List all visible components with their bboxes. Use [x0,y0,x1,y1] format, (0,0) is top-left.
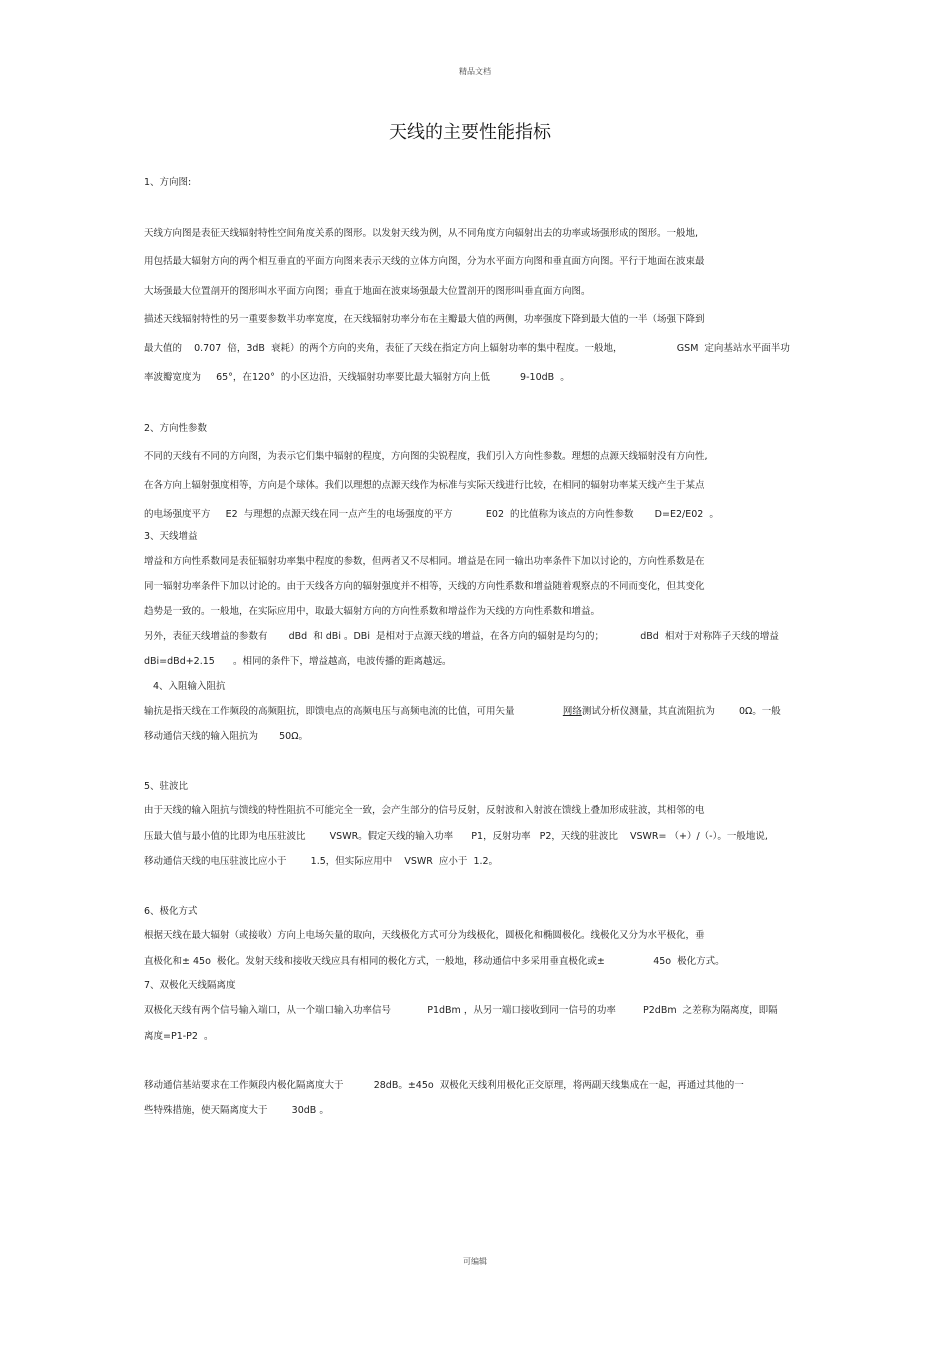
section-1-line-5: 最大值的 0.707 倍，3dB 衰耗）的两个方向的夹角，表征了天线在指定方向上辐射功率的集中程度。一般地， GSM 定向基站水平面半功 [144,343,790,354]
section-1-line-6: 率波瓣宽度为 65°，在120° 的小区边沿，天线辐射功率要比最大辐射方向上低 9-10dB 。 [144,372,570,383]
document-title: 天线的主要性能指标 [389,122,551,143]
section-3-line-3: 趋势是一致的。一般地，在实际应用中，取最大辐射方向的方向性系数和增益作为天线的方向性系数和增益。 [144,606,601,617]
section-7-line-3: 移动通信基站要求在工作频段内极化隔离度大于 28dB。±45o 双极化天线利用极化正交原理，将两副天线集成在一起，再通过其他的一 [144,1080,744,1091]
section-7-line-2: 离度=P1-P2 。 [144,1031,214,1042]
section-3-line-5: dBi=dBd+2.15 。相同的条件下，增益越高，电波传播的距离越远。 [144,656,452,667]
section-3-line-4: 另外，表征天线增益的参数有 dBd 和 dBi 。DBi 是相对于点源天线的增益，在各方向的辐射是均匀的； dBd 相对于对称阵子天线的增益 [144,631,779,642]
section-7-heading: 7、双极化天线隔离度 [144,980,236,991]
section-6-line-1: 根据天线在最大辐射（或接收）方向上电场矢量的取向，天线极化方式可分为线极化，圆极化和椭圆极化。线极化又分为水平极化，垂 [144,930,705,941]
section-3-heading: 3、天线增益 [144,531,198,542]
section-7-line-1: 双极化天线有两个信号输入端口，从一个端口输入功率信号 P1dBm ，从另一端口接收到同一信号的功率 P2dBm 之差称为隔离度，即隔 [144,1005,778,1016]
section-3-line-1: 增益和方向性系数同是表征辐射功率集中程度的参数，但两者又不尽相同。增益是在同一输出功率条件下加以讨论的，方向性系数是在 [144,556,705,567]
section-4-line-1-tail: 测试分析仪测量，其直流阻抗为 0Ω。一般 [581,706,781,717]
section-1-heading: 1、方向图: [144,177,192,188]
page-header: 精品文档 [459,67,491,76]
network-link[interactable]: 网络 [562,706,582,717]
section-1-line-2: 用包括最大辐射方向的两个相互垂直的平面方向图来表示天线的立体方向图，分为水平面方向图和垂直面方向图。平行于地面在波束最 [144,256,705,267]
section-2-line-1: 不同的天线有不同的方向图，为表示它们集中辐射的程度，方向图的尖锐程度，我们引入方向性参数。理想的点源天线辐射没有方向性, [144,451,708,462]
section-4-line-1-text: 输抗是指天线在工作频段的高频阻抗，即馈电点的高频电压与高频电流的比值，可用矢量 [144,706,563,717]
page-footer: 可编辑 [463,1257,487,1266]
section-5-line-3: 移动通信天线的电压驻波比应小于 1.5，但实际应用中 VSWR 应小于 1.2。 [144,856,499,867]
section-2-line-3: 的电场强度平方 E2 与理想的点源天线在同一点产生的电场强度的平方 E02 的比值称为该点的方向性参数 D=E2/E02 。 [144,509,719,520]
section-5-line-1: 由于天线的输入阻抗与馈线的特性阻抗不可能完全一致，会产生部分的信号反射，反射波和入射波在馈线上叠加形成驻波，其相邻的电 [144,805,705,816]
section-5-heading: 5、驻波比 [144,781,189,792]
section-1-line-4: 描述天线辐射特性的另一重要参数半功率宽度，在天线辐射功率分布在主瓣最大值的两侧，功率强度下降到最大值的一半（场强下降到 [144,314,705,325]
section-4-line-1 [144,706,781,718]
section-2-heading: 2、方向性参数 [144,423,208,434]
section-6-heading: 6、极化方式 [144,906,198,917]
section-1-line-1: 天线方向图是表征天线辐射特性空间角度关系的图形。以发射天线为例，从不同角度方向辐射出去的功率或场强形成的图形。一般地, [144,228,699,239]
section-2-line-2: 在各方向上辐射强度相等，方向是个球体。我们以理想的点源天线作为标准与实际天线进行比较，在相同的辐射功率某天线产生于某点 [144,480,705,491]
section-4-line-2: 移动通信天线的输入阻抗为 50Ω。 [144,731,308,742]
section-1-line-3: 大场强最大位置剖开的图形叫水平面方向图；垂直于地面在波束场强最大位置剖开的图形叫垂直面方向图。 [144,286,591,297]
section-5-line-2: 压最大值与最小值的比即为电压驻波比 VSWR。假定天线的输入功率 P1，反射功率 P2，天线的驻波比 VSWR= （+）/（-）。一般地说, [144,831,768,842]
section-4-heading: 4、入阻输入阻抗 [153,681,226,692]
section-7-line-4: 些特殊措施，使天隔离度大于 30dB 。 [144,1105,329,1116]
section-3-line-2: 同一辐射功率条件下加以讨论的。由于天线各方向的辐射强度并不相等，天线的方向性系数和增益随着观察点的不同而变化，但其变化 [144,581,705,592]
section-6-line-2: 直极化和± 45o 极化。发射天线和接收天线应具有相同的极化方式，一般地，移动通信中多采用垂直极化或± 45o 极化方式。 [144,956,725,967]
